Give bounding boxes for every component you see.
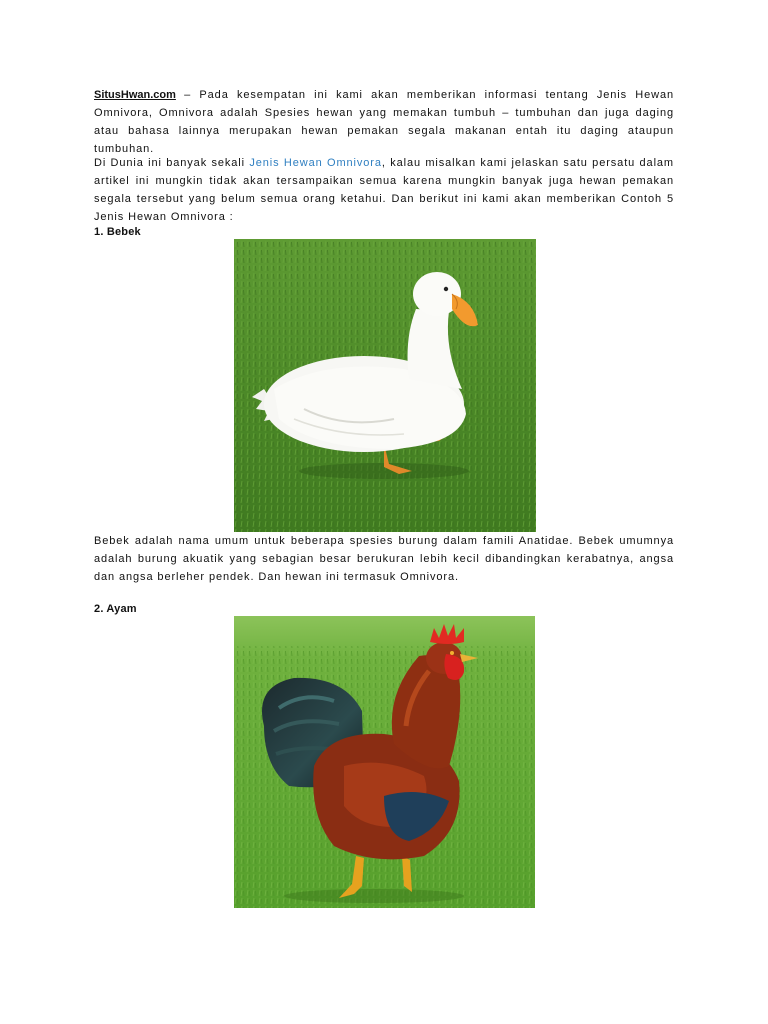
omnivora-link[interactable]: Jenis Hewan Omnivora [249, 157, 382, 169]
rooster-photo [234, 616, 535, 908]
duck-photo [234, 239, 536, 532]
second-paragraph [94, 154, 674, 226]
section-heading-ayam: 2. Ayam [94, 603, 137, 615]
bebek-description: Bebek adalah nama umum untuk beberapa spesies burung dalam famili Anatidae. Bebek umumnya adalah burung akuatik yang sebagian besar berukuran lebih kecil dibandingkan kerabatnya, angsa dan angsa berleher pendek. Dan hewan ini termasuk Omnivora. [94, 535, 674, 583]
second-suffix: , kalau misalkan kami jelaskan satu persatu dalam artikel ini mungkin tidak akan tersampaikan semua karena mungkin banyak juga hewan pemakan segala tersebut yang belum semua orang ketahui. Dan berikut ini kami akan memberikan Contoh 5 Jenis Hewan Omnivora : [94, 157, 674, 223]
second-prefix: Di Dunia ini banyak sekali [94, 157, 250, 169]
intro-text: – Pada kesempatan ini kami akan memberikan informasi tentang Jenis Hewan Omnivora, Omnivora adalah Spesies hewan yang memakan tumbuh – tumbuhan dan juga daging atau bahasa lainnya merupakan hewan pemakan segala makanan entah itu daging ataupun tumbuhan. [94, 89, 674, 155]
section-heading-bebek: 1. Bebek [94, 226, 141, 238]
intro-paragraph [94, 86, 674, 158]
site-brand-link[interactable]: SitusHwan.com [94, 89, 176, 101]
